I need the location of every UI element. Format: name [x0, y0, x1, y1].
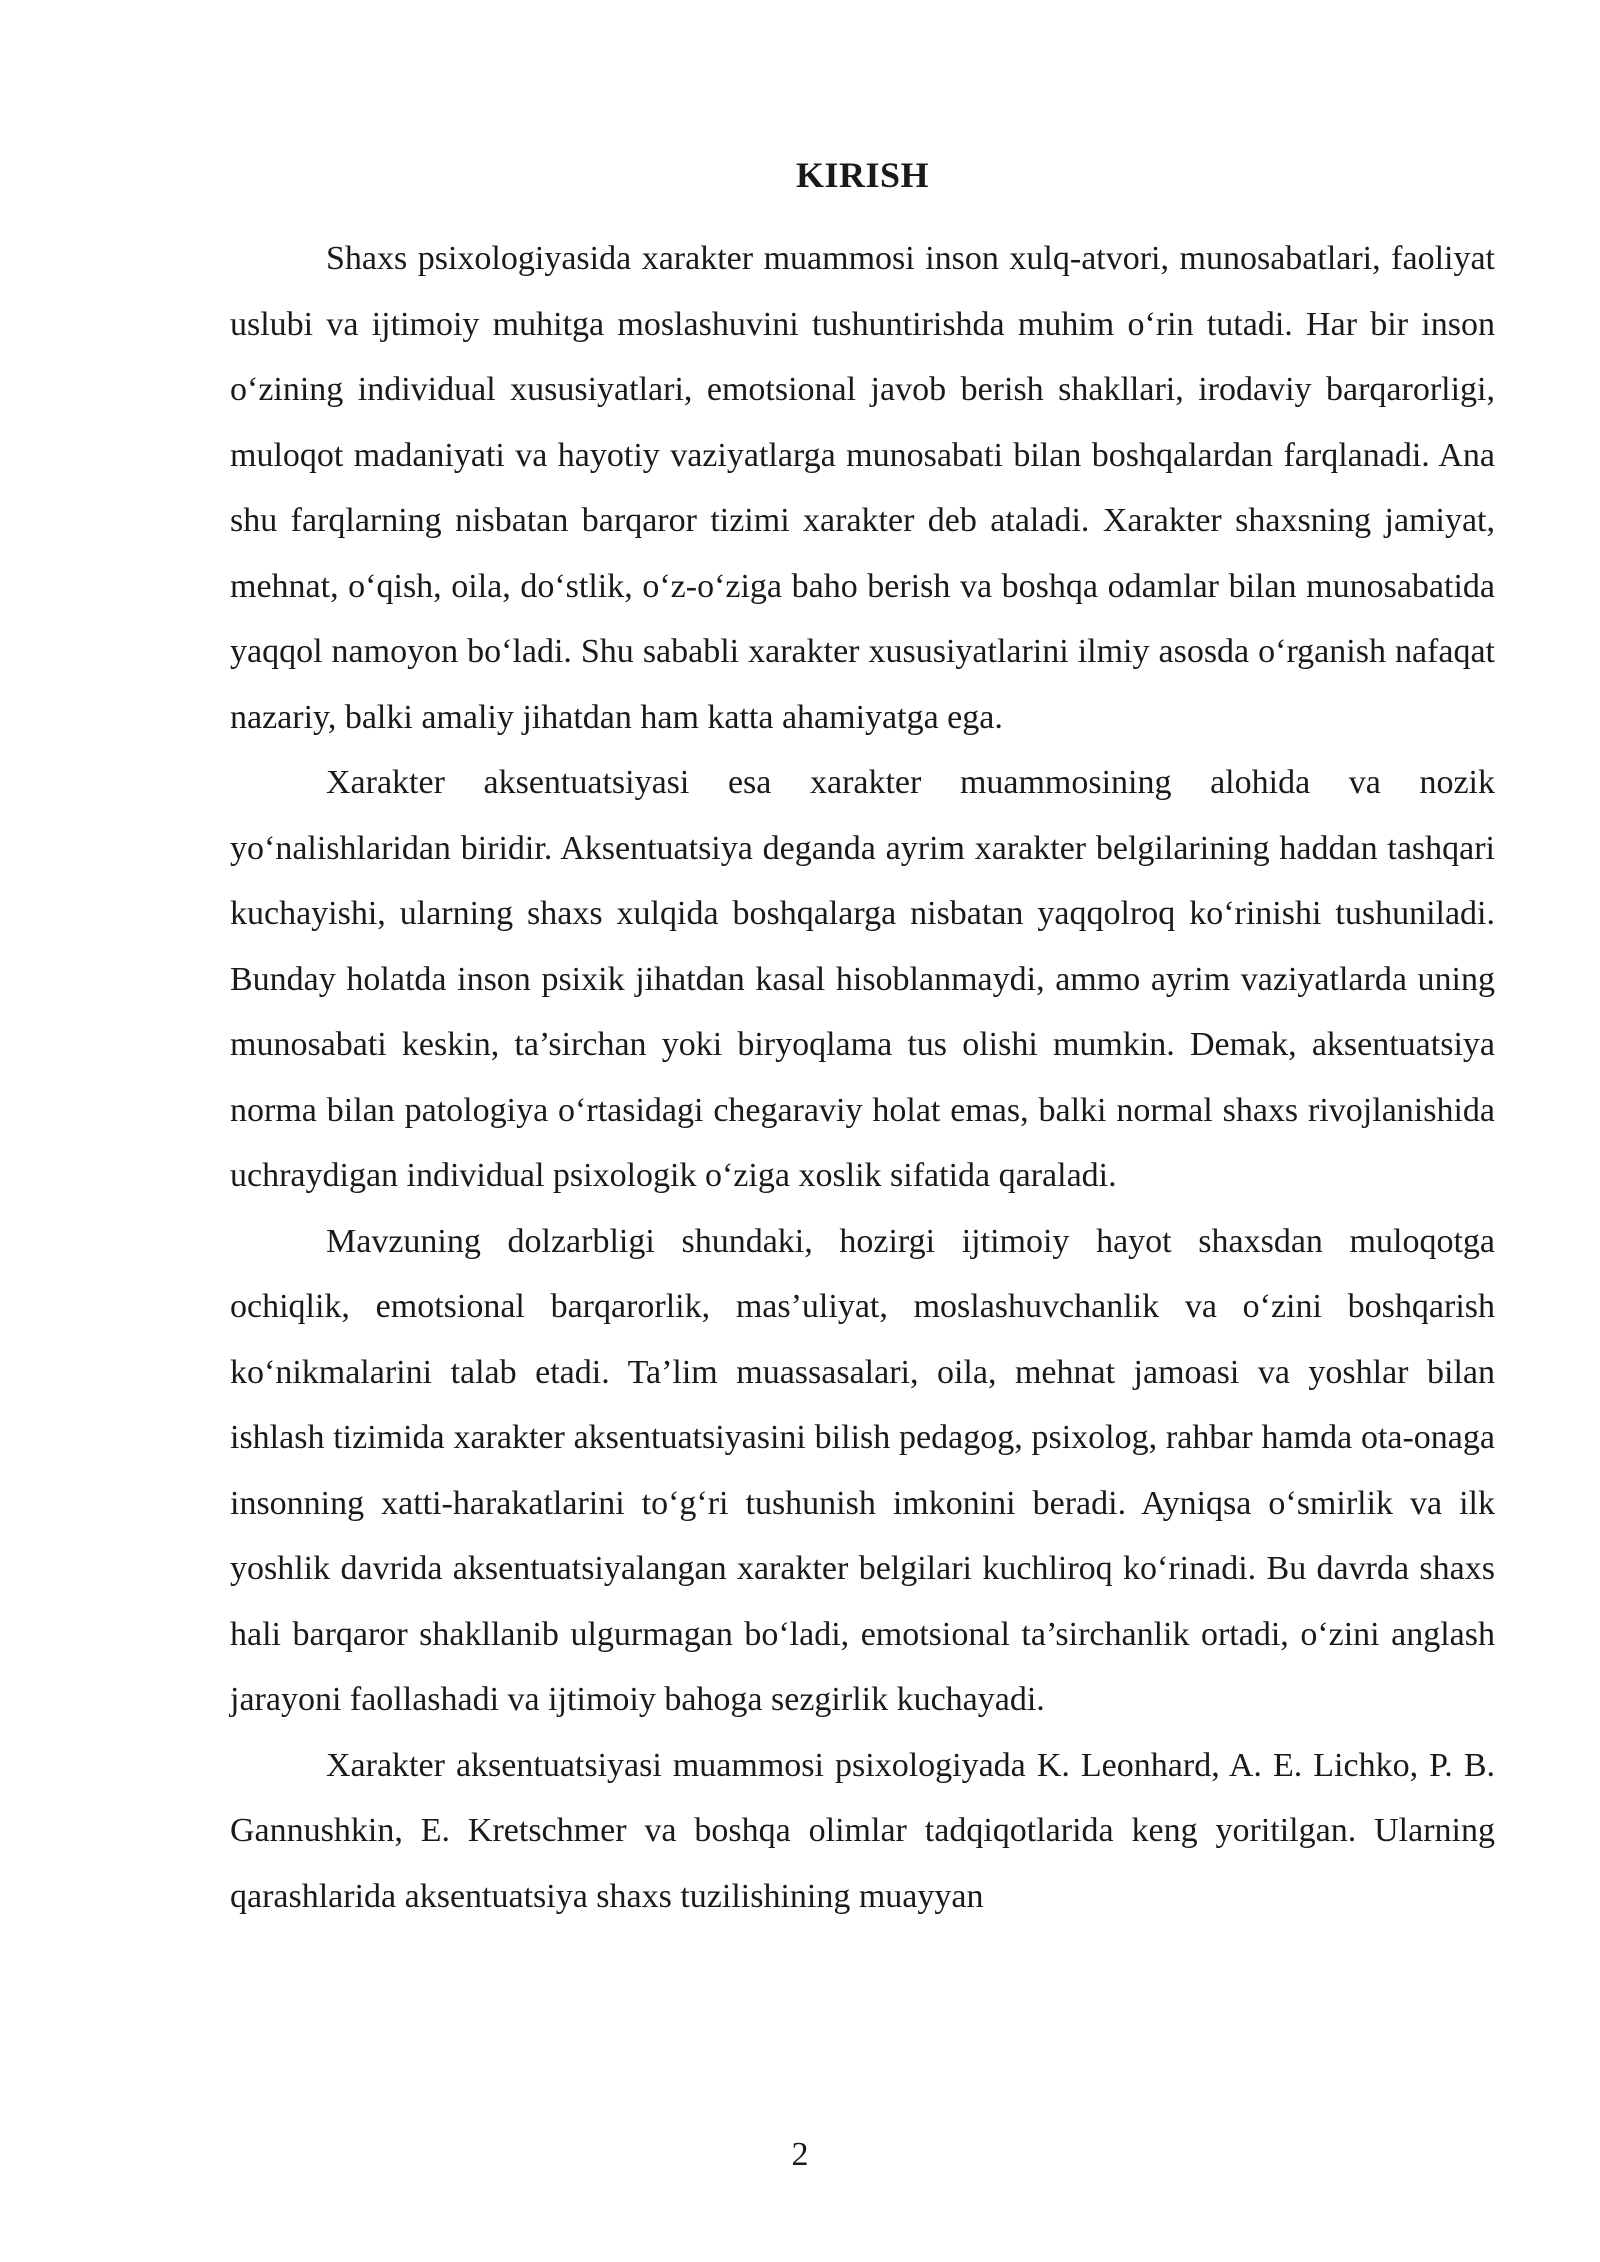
- paragraph: Xarakter aksentuatsiyasi esa xarakter muammosining alohida va nozik yo‘nalishlaridan biridir. Aksentuatsiya deganda ayrim xarakter belgilarining haddan tashqari kuchayishi, ularning shaxs xulqida boshqalarga nisbatan yaqqolroq ko‘rinishi tushuniladi. Bunday holatda inson psixik jihatdan kasal hisoblanmaydi, ammo ayrim vaziyatlarda uning munosabati keskin, ta’sirchan yoki biryoqlama tus olishi mumkin. Demak, aksentuatsiya norma bilan patologiya o‘rtasidagi chegaraviy holat emas, balki normal shaxs rivojlanishida uchraydigan individual psixologik o‘ziga xoslik sifatida qaraladi.: [230, 764, 1495, 1194]
- paragraph: Mavzuning dolzarbligi shundaki, hozirgi ijtimoiy hayot shaxsdan muloqotga ochiqlik, emotsional barqarorlik, mas’uliyat, moslashuvchanlik va o‘zini boshqarish ko‘nikmalarini talab etadi. Ta’lim muassasalari, oila, mehnat jamoasi va yoshlar bilan ishlash tizimida xarakter aksentuatsiyasini bilish pedagog, psixolog, rahbar hamda ota-onaga insonning xatti-harakatlarini to‘g‘ri tushunish imkonini beradi. Ayniqsa o‘smirlik va ilk yoshlik davrida aksentuatsiyalangan xarakter belgilari kuchliroq ko‘rinadi. Bu davrda shaxs hali barqaror shakllanib ulgurmagan bo‘ladi, emotsional ta’sirchanlik ortadi, o‘zini anglash jarayoni faollashadi va ijtimoiy bahoga sezgirlik kuchayadi.: [230, 1222, 1495, 1718]
- paragraph: Xarakter aksentuatsiyasi muammosi psixologiyada K. Leonhard, A. E. Lichko, P. B. Gannushkin, E. Kretschmer va boshqa olimlar tadqiqotlarida keng yoritilgan. Ularning qarashlarida aksentuatsiya shaxs tuzilishining muayyan: [230, 1746, 1495, 1915]
- page-number: 2: [791, 2136, 809, 2173]
- section-heading: KIRISH: [795, 155, 930, 195]
- paragraph: Shaxs psixologiyasida xarakter muammosi inson xulq-atvori, munosabatlari, faoliyat uslubi va ijtimoiy muhitga moslashuvini tushuntirishda muhim o‘rin tutadi. Har bir inson o‘zining individual xususiyatlari, emotsional javob berish shakllari, irodaviy barqarorligi, muloqot madaniyati va hayotiy vaziyatlarga munosabati bilan boshqalardan farqlanadi. Ana shu farqlarning nisbatan barqaror tizimi xarakter deb ataladi. Xarakter shaxsning jamiyat, mehnat, o‘qish, oila, do‘stlik, o‘z-o‘ziga baho berish va boshqa odamlar bilan munosabatida yaqqol namoyon bo‘ladi. Shu sababli xarakter xususiyatlarini ilmiy asosda o‘rganish nafaqat nazariy, balki amaliy jihatdan ham katta ahamiyatga ega.: [230, 240, 1495, 736]
- body-text: [230, 226, 1495, 1929]
